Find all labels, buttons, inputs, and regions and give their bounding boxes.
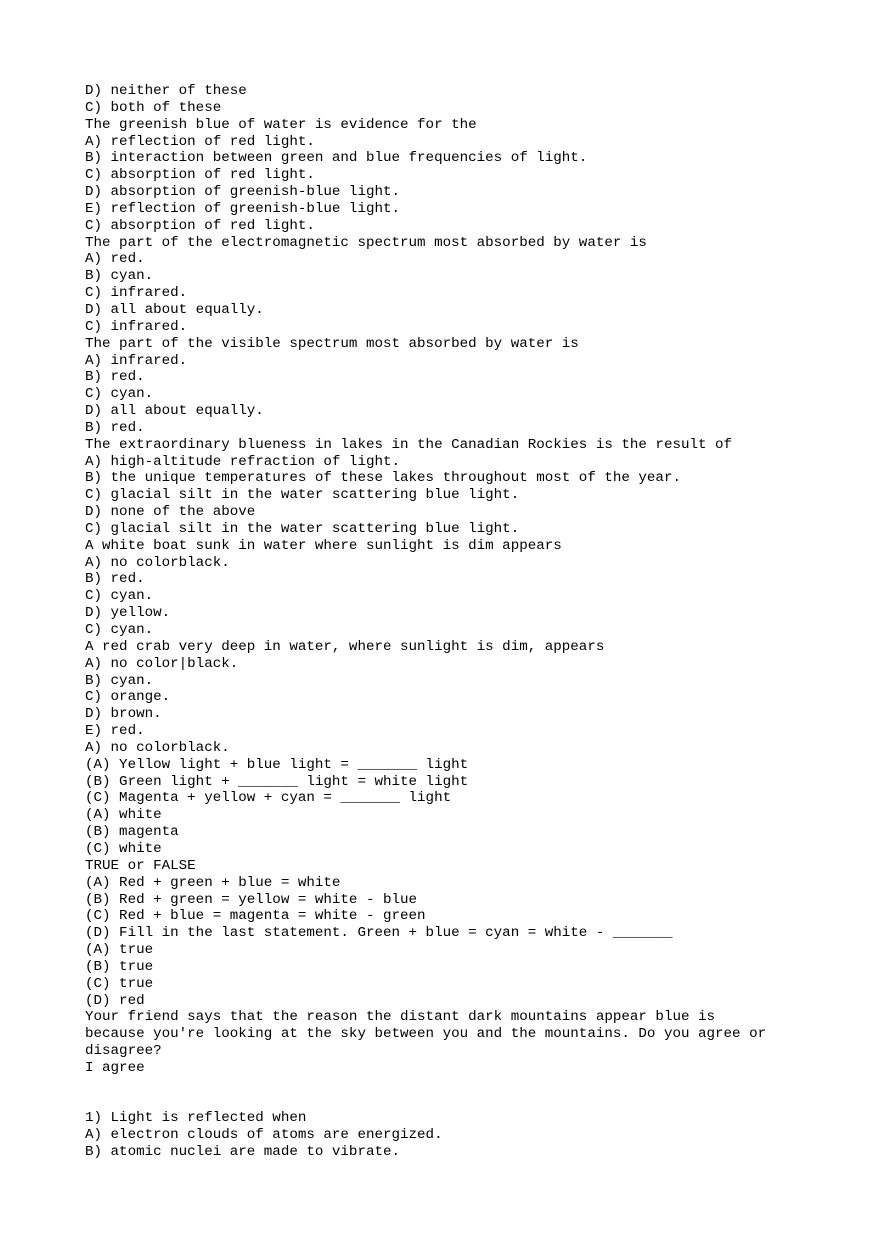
text-line: (A) true (85, 942, 154, 959)
text-line: D) absorption of greenish-blue light. (85, 184, 401, 201)
paragraph-line: because you're looking at the sky between you and the mountains. Do you agree or (85, 1026, 767, 1043)
paragraph-line: Your friend says that the reason the distant dark mountains appear blue is (85, 1009, 716, 1026)
text-line: E) red. (85, 723, 145, 740)
text-line: 1) Light is reflected when (85, 1110, 307, 1127)
text-line: B) cyan. (85, 672, 154, 689)
text-line: C) cyan. (85, 588, 154, 605)
text-line: A) infrared. (85, 352, 188, 369)
text-line: D) all about equally. (85, 403, 264, 420)
text-line: (B) true (85, 958, 154, 975)
text-line: B) interaction between green and blue frequencies of light. (85, 150, 588, 167)
text-line: C) cyan. (85, 386, 154, 403)
text-line: C) infrared. (85, 318, 188, 335)
text-line: (C) Magenta + yellow + cyan = _______ light (85, 790, 452, 807)
text-line: (B) Red + green = yellow = white - blue (85, 891, 418, 908)
text-line: C) cyan. (85, 622, 154, 638)
text-line: D) yellow. (85, 605, 171, 622)
text-line: B) red. (85, 419, 145, 436)
text-line: D) brown. (85, 706, 162, 723)
paragraph-line: I agree (85, 1059, 145, 1076)
text-line: B) red. (85, 369, 145, 386)
text-line: The extraordinary blueness in lakes in the Canadian Rockies is the result of (85, 436, 733, 453)
text-line: A) no colorblack. (85, 554, 230, 571)
text-line: A) electron clouds of atoms are energized. (85, 1127, 443, 1144)
text-line: B) cyan. (85, 268, 154, 285)
text-line: D) neither of these (85, 83, 247, 99)
text-line: E) reflection of greenish-blue light. (85, 200, 401, 217)
text-line: The greenish blue of water is evidence for the (85, 116, 477, 133)
paragraph-block (85, 1009, 845, 1076)
text-line: C) orange. (85, 689, 171, 706)
text-line: The part of the electromagnetic spectrum most absorbed by water is (85, 234, 647, 251)
text-line: TRUE or FALSE (85, 857, 196, 874)
paragraph-line: disagree? (85, 1043, 162, 1060)
text-line: A) no colorblack. (85, 739, 230, 756)
text-line: C) infrared. (85, 285, 188, 302)
text-line: A red crab very deep in water, where sunlight is dim, appears (85, 638, 605, 655)
text-line: The part of the visible spectrum most absorbed by water is (85, 335, 579, 352)
text-line: (D) Fill in the last statement. Green + blue = cyan = white - _______ (85, 925, 673, 942)
questions-block (85, 83, 845, 1009)
text-line: C) absorption of red light. (85, 217, 315, 234)
text-line: (A) white (85, 807, 162, 824)
text-line: C) both of these (85, 99, 222, 116)
next-section-block (85, 1110, 845, 1161)
text-line: (B) magenta (85, 824, 179, 841)
text-line: B) red. (85, 571, 145, 588)
text-line: D) all about equally. (85, 301, 264, 318)
text-line: B) the unique temperatures of these lakes throughout most of the year. (85, 470, 681, 487)
text-line: (C) white (85, 840, 162, 857)
text-line: A) no color|black. (85, 655, 239, 672)
text-line: (A) Yellow light + blue light = _______ light (85, 756, 469, 773)
text-line: (A) Red + green + blue = white (85, 874, 341, 891)
blank-spacer (85, 1077, 845, 1111)
text-line: D) none of the above (85, 504, 256, 521)
text-line: A) red. (85, 251, 145, 268)
text-line: (B) Green light + _______ light = white light (85, 773, 469, 790)
text-line: C) glacial silt in the water scattering blue light. (85, 487, 520, 504)
text-line: (D) red (85, 992, 145, 1009)
text-line: A) high-altitude refraction of light. (85, 453, 401, 470)
text-line: C) absorption of red light. (85, 167, 315, 184)
text-line: B) atomic nuclei are made to vibrate. (85, 1144, 401, 1161)
text-line: (C) true (85, 975, 154, 992)
text-line: A) reflection of red light. (85, 133, 315, 150)
text-line: (C) Red + blue = magenta = white - green (85, 908, 426, 925)
text-line: A white boat sunk in water where sunlight is dim appears (85, 537, 562, 554)
text-line: C) glacial silt in the water scattering blue light. (85, 520, 520, 537)
document-page (85, 83, 845, 1161)
